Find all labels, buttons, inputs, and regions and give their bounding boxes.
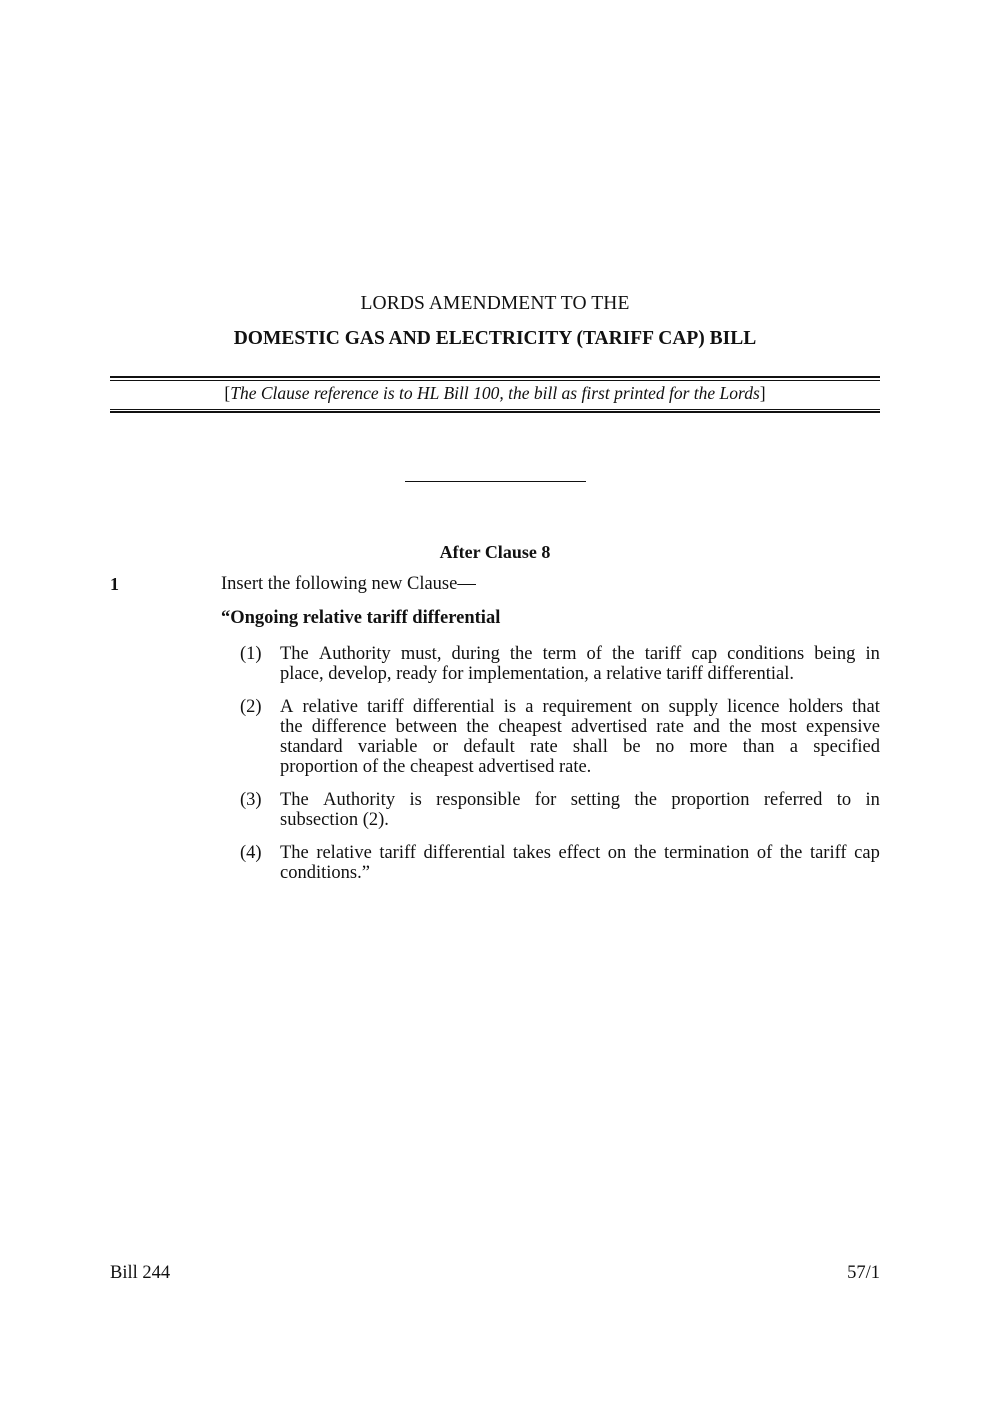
amendment-intro: Insert the following new Clause— [221,574,476,594]
page-reference: 57/1 [847,1263,880,1283]
bottom-rule-thick [110,411,880,413]
subsection-line: proportion of the cheapest advertised rate. [280,757,592,777]
subsection-number: (4) [240,843,262,863]
bottom-rule-thin [110,409,880,410]
top-rule-thin [110,380,880,381]
title-line-1: LORDS AMENDMENT TO THE [360,293,630,314]
amendment-heading: After Clause 8 [439,542,551,562]
subsection-line: The Authority is responsible for setting the proportion referred to in [280,790,880,810]
new-clause-title: “Ongoing relative tariff differential [221,608,501,628]
subsection-line: conditions.” [280,863,370,883]
top-rule-thick [110,376,880,378]
subsection-number: (3) [240,790,262,810]
section-divider [405,481,586,482]
subsection-line: The Authority must, during the term of the tariff cap conditions being in [280,644,880,664]
bill-number: Bill 244 [110,1263,171,1283]
subsection-line: place, develop, ready for implementation, a relative tariff differential. [280,664,795,684]
subsection-number: (1) [240,644,262,664]
subsection-line: A relative tariff differential is a requirement on supply licence holders that [280,697,880,717]
amendment-number: 1 [110,574,119,594]
subsection-number: (2) [240,697,262,717]
clause-reference-note: [The Clause reference is to HL Bill 100, the bill as first printed for the Lords] [224,383,766,403]
clause-reference-text: The Clause reference is to HL Bill 100, the bill as first printed for the Lords [230,383,760,403]
subsection-line: the difference between the cheapest advertised rate and the most expensive [280,717,880,737]
subsection-line: subsection (2). [280,810,389,830]
bill-title: DOMESTIC GAS AND ELECTRICITY (TARIFF CAP) BILL [233,328,757,349]
subsection-line: standard variable or default rate shall be no more than a specified [280,737,880,757]
subsection-line: The relative tariff differential takes effect on the termination of the tariff cap [280,843,880,863]
